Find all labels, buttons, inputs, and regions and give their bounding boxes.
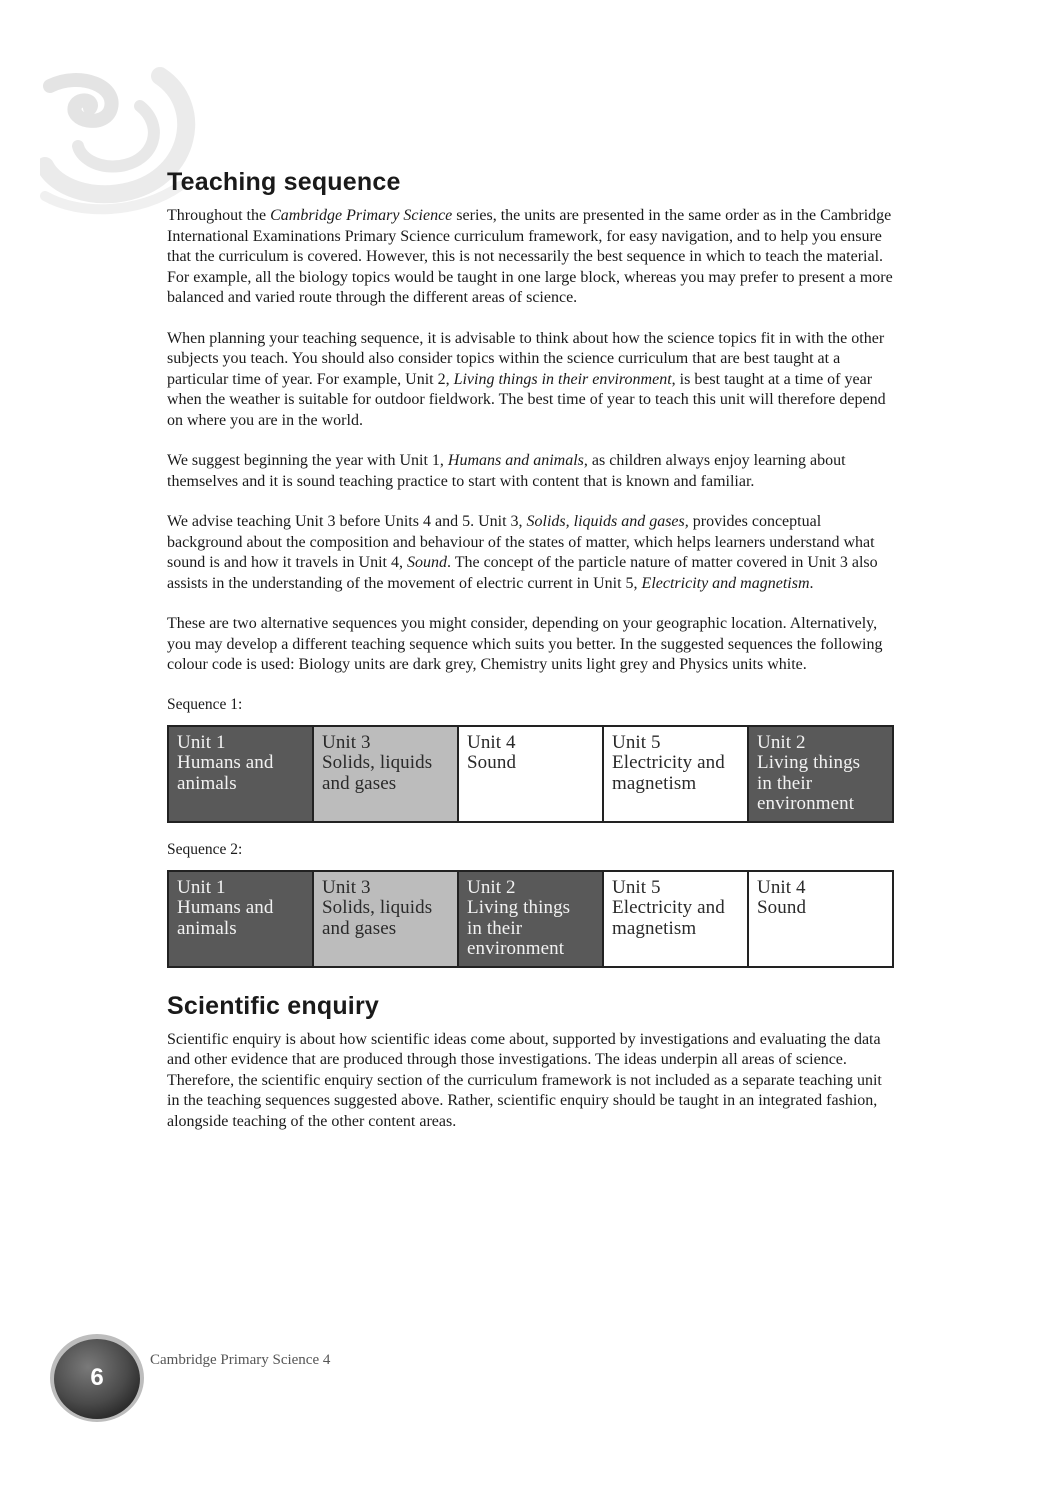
- unit-title-line: and gases: [322, 917, 397, 939]
- text: provides conceptual background about the composition and behaviour of the states of matter, which helps learners understand what sound is and how it travels in Unit 4,: [167, 513, 875, 571]
- sequence-label: Sequence 2:: [167, 840, 243, 858]
- unit-cell: [748, 726, 893, 822]
- unit-cell: [168, 871, 313, 967]
- unit-title-line: animals: [177, 772, 237, 794]
- unit-cell: [748, 871, 893, 967]
- unit-title-line: Living things: [467, 897, 571, 918]
- text: series, the units are presented in the same order as in the Cambridge International Examinations Primary Science curriculum framework, for easy navigation, and to help you ensure that the curriculum is covered. However, this is not necessarily the best sequence in which to teach the material. For example, all the biology topics would be taught in one large block, whereas you may prefer to present a more balanced and varied route through the different areas of science.: [167, 207, 893, 306]
- unit-title-line: Humans and: [177, 752, 274, 773]
- unit-cell: [313, 726, 458, 822]
- unit-cell: [458, 871, 603, 967]
- unit-title-line: Solids, liquids: [322, 752, 433, 773]
- unit-number: Unit 1: [177, 731, 226, 753]
- unit-cell: [313, 871, 458, 967]
- table-row: [168, 726, 893, 822]
- page-content: [167, 168, 894, 1152]
- unit-number: Unit 5: [612, 876, 661, 898]
- section-scientific-enquiry: [167, 992, 894, 1133]
- unit-number: Unit 4: [757, 876, 806, 898]
- text: . The concept of the particle nature of matter covered in Unit 3 also assists in the understanding of the movement of electric current in Unit 5,: [167, 554, 878, 592]
- italic-text: Solids, liquids and gases,: [526, 513, 689, 530]
- text: When planning your teaching sequence, it is advisable to think about how the science topics fit in with the other subjects you teach. You should also consider topics within the science curriculum that are best taught at a particular time of year. For example, Unit 2,: [167, 329, 885, 388]
- unit-title-line: environment: [757, 793, 855, 814]
- unit-title-line: in their: [467, 917, 523, 939]
- text: Throughout the: [167, 207, 271, 224]
- sequence-table: [167, 870, 894, 968]
- paragraph: [167, 206, 894, 309]
- paragraph: [167, 512, 894, 594]
- unit-title-line: Electricity and: [612, 752, 725, 773]
- table-row: [168, 871, 893, 967]
- unit-cell: [458, 726, 603, 822]
- paragraph: Scientific enquiry is about how scientific ideas come about, supported by investigations and evaluating the data and other evidence that are produced through those investigations. The ideas underpin all areas of science. Therefore, the scientific enquiry section of the curriculum framework is not included as a separate teaching unit in the teaching sequences suggested above. Rather, scientific enquiry should be taught in an integrated fashion, alongside teaching of the other content areas.: [167, 1030, 882, 1130]
- unit-title-line: Electricity and: [612, 897, 725, 918]
- unit-number: Unit 4: [467, 731, 516, 753]
- unit-number: Unit 2: [467, 876, 516, 898]
- italic-text: Humans and animals: [447, 452, 584, 469]
- footer-book-title: Cambridge Primary Science 4: [150, 1352, 331, 1368]
- unit-title-line: Solids, liquids: [322, 897, 433, 918]
- unit-number: Unit 5: [612, 731, 661, 753]
- text: , as children always enjoy learning about themselves and it is sound teaching practice to start with content that is known and familiar.: [167, 452, 846, 490]
- italic-text: Sound: [406, 554, 447, 571]
- unit-number: Unit 3: [322, 731, 371, 753]
- page-number: 6: [90, 1364, 104, 1391]
- unit-cell: [603, 871, 748, 967]
- paragraph: [167, 329, 894, 432]
- unit-title-line: Sound: [467, 752, 517, 773]
- text: We suggest beginning the year with Unit 1,: [167, 452, 448, 469]
- unit-title-line: magnetism: [612, 917, 697, 939]
- unit-title-line: Sound: [757, 897, 807, 918]
- unit-title-line: animals: [177, 917, 237, 939]
- unit-title-line: Living things: [757, 752, 861, 773]
- text: We advise teaching Unit 3 before Units 4 and 5. Unit 3,: [167, 513, 527, 530]
- unit-title-line: in their: [757, 772, 813, 794]
- unit-number: Unit 2: [757, 731, 806, 753]
- sequence-table: [167, 725, 894, 823]
- italic-text: Electricity and magnetism: [641, 574, 810, 592]
- unit-cell: [603, 726, 748, 822]
- unit-title-line: and gases: [322, 772, 397, 794]
- text: , is best taught at a time of year when the weather is suitable for outdoor fieldwork. The best time of year to teach this unit will therefore depend on where you are in the world.: [167, 370, 886, 429]
- italic-text: Cambridge Primary Science: [270, 207, 453, 224]
- unit-title-line: magnetism: [612, 772, 697, 794]
- sequence-label: Sequence 1:: [167, 695, 243, 713]
- italic-text: Living things in their environment: [453, 370, 672, 388]
- paragraph: [167, 451, 894, 492]
- text: .: [809, 574, 814, 592]
- unit-number: Unit 1: [177, 876, 226, 898]
- unit-title-line: environment: [467, 938, 565, 959]
- section-heading-scientific-enquiry: Scientific enquiry: [167, 991, 379, 1020]
- paragraph: These are two alternative sequences you might consider, depending on your geographic location. Alternatively, you may develop a different teaching sequence which suits you better. In the suggested sequences the following colour code is used: Biology units are dark grey, Chemistry units light grey and Physics units white.: [167, 615, 883, 673]
- unit-number: Unit 3: [322, 876, 371, 898]
- unit-cell: [168, 726, 313, 822]
- section-heading-teaching-sequence: Teaching sequence: [167, 168, 401, 196]
- unit-title-line: Humans and: [177, 897, 274, 918]
